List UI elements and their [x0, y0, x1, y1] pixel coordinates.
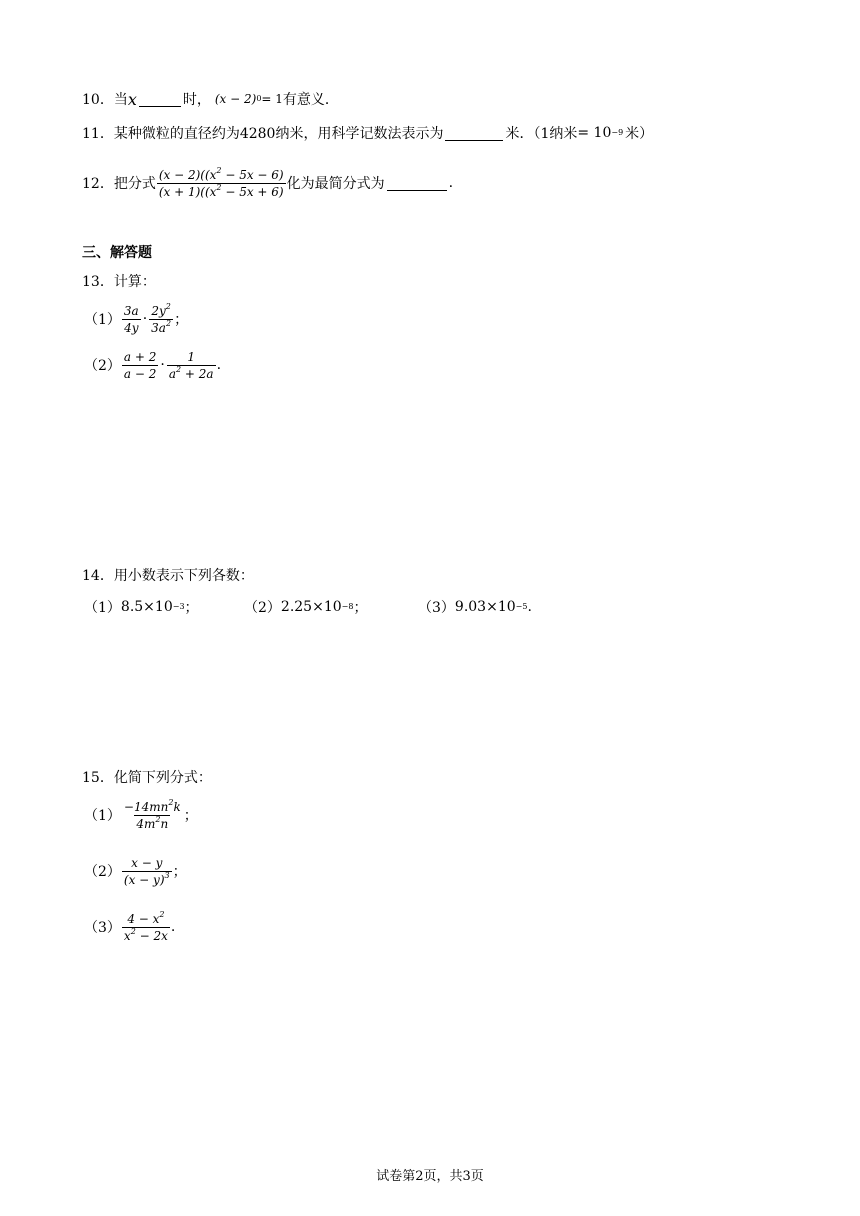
q15-p1-end: ； [183, 808, 198, 824]
q14-p2-base: 2.25×10 [280, 599, 342, 615]
q13-p1-f1-num: 3a [123, 303, 139, 318]
q13-p2-f1-num: a + 2 [123, 349, 157, 364]
q15-p3-frac [122, 909, 170, 943]
q13-p2-frac-1 [122, 351, 158, 380]
q15-p3-num-sup: 2 [159, 909, 165, 919]
q15-p2-label: （2） [84, 864, 121, 880]
q12-den-b: (x [204, 184, 217, 199]
q15-p2-frac [122, 857, 172, 886]
q14-p3-base: 9.03×10 [454, 599, 516, 615]
question-14-title: 14．用小数表示下列各数： [82, 568, 254, 584]
q11-end: 米） [625, 126, 654, 142]
q13-p1-f2-den: 3a [151, 320, 166, 335]
q15-p1-den: 4m [136, 816, 156, 831]
q13-p2-f2-den-rest: + 2a [181, 366, 214, 381]
q13-p2-f2-num: 1 [187, 349, 196, 364]
q15-p3-label: （3） [84, 920, 121, 936]
q13-p2-f1-den: a − 2 [123, 366, 157, 381]
q14-p3-label: （3） [418, 600, 455, 616]
q12-num-b-rest: − 5x − 6) [221, 167, 284, 182]
q10-lead: 10．当 [82, 92, 128, 108]
question-13-part-2: （2） $\frac{a + 2}{a - 2}$ · $\frac{1}{a^2 + 2a}$ . [84, 349, 222, 381]
question-10: 10．当 x 时， (x − 2) 0 = 1 有意义． [82, 89, 339, 109]
q12-den-a: (x + 1) [158, 184, 201, 199]
q15-p3-end: . [170, 919, 176, 935]
q15-p1-num-sup: 2 [168, 797, 174, 807]
q10-tail: 有意义． [282, 92, 339, 108]
section-heading: 三、解答题 [82, 245, 152, 261]
q13-p2-end: . [216, 357, 222, 373]
q13-p1-f2-num-sup: 2 [165, 301, 171, 311]
q12-tail: 化为最简分式为 [286, 176, 385, 192]
question-13-part-1: （1） $\frac{3a}{4y}$ · $\frac{2y^2}{3a^2}$ ； [84, 301, 189, 335]
q10-answer-blank[interactable] [139, 92, 181, 107]
q10-expr-rest: = 1 [261, 92, 283, 106]
q11-text: 11．某种微粒的直径约为4280纳米，用科学记数法表示为 [82, 126, 444, 142]
q13-p2-f2-den: a [168, 366, 177, 381]
q15-p1-frac [122, 797, 183, 831]
q13-p1-frac-2 [149, 301, 173, 335]
q12-fraction: $\frac{(x - 2)((x^2 - 5x - 6)}{(x + 1)((x^2 - 5x + 6)}$ [158, 165, 284, 199]
q13-p1-frac-1 [122, 305, 141, 334]
question-12 [82, 160, 453, 206]
q12-end: . [448, 175, 454, 191]
q15-p1-num-rest: k [173, 799, 181, 814]
q15-p3-num: 4 − x [127, 911, 160, 926]
q13-p1-label: （1） [84, 312, 121, 328]
question-14-part-3: （3） 9.03×10 −5 . [418, 599, 532, 616]
q13-p1-f2-num: 2y [151, 303, 166, 318]
q13-p1-f1-den: 4y [124, 320, 139, 335]
q12-den-b-rest: − 5x + 6) [221, 184, 284, 199]
q13-p2-f2-den-sup: 2 [176, 364, 182, 374]
q14-p2-end: ； [353, 600, 368, 616]
question-13-title: 13．计算： [82, 274, 156, 290]
q13-p2-label: （2） [84, 358, 121, 374]
q13-p1-end: ； [174, 312, 189, 328]
question-11: 11．某种微粒的直径约为4280纳米，用科学记数法表示为 米．（1纳米 = 10 −9 米） [82, 125, 654, 142]
q12-lead: 12．把分式 [82, 176, 156, 192]
q15-p2-den: (x − y) [123, 872, 165, 887]
q12-num-b-sup: 2 [216, 165, 222, 175]
q14-p1-base: 8.5×10 [120, 599, 173, 615]
q15-p2-end: ； [172, 864, 187, 880]
q10-var: x [127, 89, 137, 109]
q12-num-b: (x [204, 167, 217, 182]
q10-expr-base: (x − 2) [214, 92, 257, 106]
q13-p2-frac-2 [167, 351, 216, 380]
q14-p1-end: ； [184, 600, 199, 616]
q15-p1-num: −14mn [123, 799, 169, 814]
q14-p3-end: . [527, 599, 532, 615]
q15-p1-den-rest: n [160, 816, 169, 831]
q15-p3-den: x [123, 928, 131, 943]
q15-p2-num: x − y [131, 855, 163, 870]
q12-den-b-sup: 2 [216, 182, 222, 192]
q12-answer-blank[interactable] [387, 176, 447, 191]
q13-p1-f2-den-sup: 2 [165, 318, 172, 328]
q11-eq: = 10 [577, 125, 612, 141]
question-15-title: 15．化简下列分式： [82, 770, 212, 786]
q10-mid: 时， [182, 92, 211, 108]
q14-p1-label: （1） [84, 600, 121, 616]
question-14-part-1: （1） 8.5×10 −3 ； [84, 599, 199, 616]
q15-p1-den-sup: 2 [155, 814, 161, 824]
question-15-part-3 [84, 906, 175, 948]
question-14-part-2: （2） 2.25×10 −8 ； [244, 599, 368, 616]
q11-answer-blank[interactable] [445, 126, 503, 141]
q14-p2-label: （2） [244, 600, 281, 616]
q11-tail: 米．（1纳米 [505, 126, 578, 142]
q15-p3-den-rest: − 2x [135, 928, 168, 943]
page-footer: 试卷第2页，共3页 [376, 1169, 484, 1184]
question-15-part-2 [84, 849, 187, 893]
q15-p3-den-sup: 2 [130, 926, 136, 936]
q15-p2-den-sup: 3 [164, 870, 170, 880]
question-15-part-1 [84, 794, 198, 836]
q12-num-a: (x − 2) [158, 167, 201, 182]
q15-p1-label: （1） [84, 808, 121, 824]
